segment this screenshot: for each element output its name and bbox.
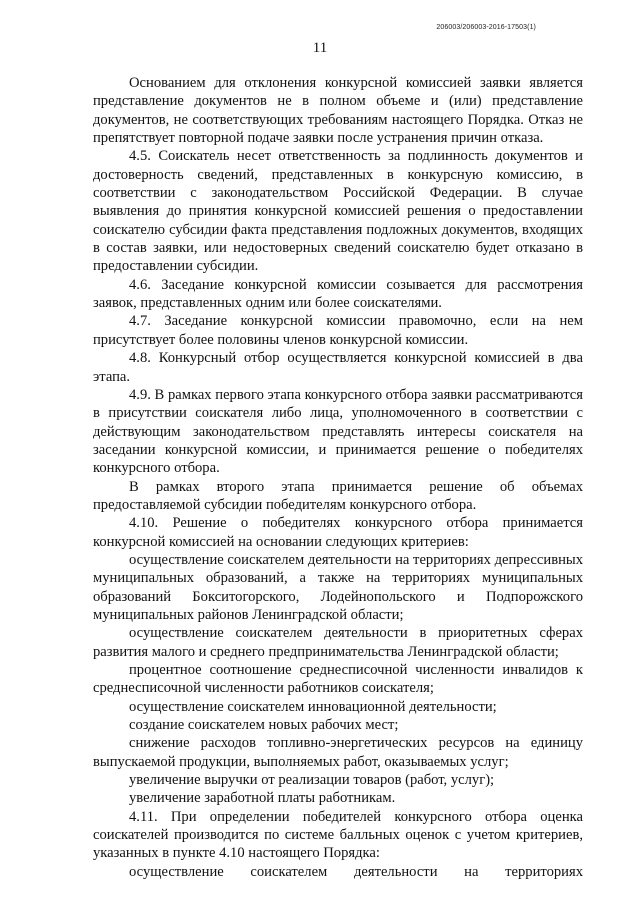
paragraph-4-6: 4.6. Заседание конкурсной комиссии созывается для рассмотрения заявок, представленных одним или более соискателями. [93, 276, 583, 312]
criterion-energy-savings: снижение расходов топливно-энергетических ресурсов на единицу выпускаемой продукции, выполняемых работ, оказываемых услуг; [93, 735, 583, 770]
paragraph-4-5: 4.5. Соискатель несет ответственность за подлинность документов и достоверность сведений, представленных в конкурсную комиссию, в соответствии с законодательством Российской Федерации. В случае выявления до принятия конкурсной комиссией решения о предоставлении соискателю субсидии факта представления подложных документов, входящих в состав заявки, или недостоверных сведений соискателю будет отказано в предоставлении субсидии. [93, 148, 583, 275]
paragraph-4-7: 4.7. Заседание конкурсной комиссии правомочно, если на нем присутствует более половины членов конкурсной комиссии. [93, 313, 583, 348]
page-number: 11 [312, 40, 328, 56]
paragraph-4-8: 4.8. Конкурсный отбор осуществляется конкурсной комиссией в два этапа. [93, 350, 583, 385]
paragraph-continuation: осуществление соискателем деятельности на территориях [129, 863, 583, 880]
document-id: 206003/206003-2016-17503(1) [436, 24, 536, 31]
paragraph-4-10: 4.10. Решение о победителях конкурсного отбора принимается конкурсной комиссией на основании следующих критериев: [93, 515, 583, 550]
criterion-wage-growth: увеличение заработной платы работникам. [129, 790, 396, 807]
criterion-depressed-territories: осуществление соискателем деятельности на территориях депрессивных муниципальных образований, а также на территориях муниципальных образований Бокситогорского, Лодейнопольского и Подпорожского муниципальных районов Ленинградской области; [93, 551, 583, 623]
document-body [93, 74, 583, 881]
criterion-disabled-ratio: процентное соотношение среднесписочной численности инвалидов к среднесписочной численности работников соискателя; [93, 662, 583, 697]
criterion-priority-spheres: осуществление соискателем деятельности в приоритетных сферах развития малого и среднего предпринимательства Ленинградской области; [93, 625, 583, 660]
paragraph-second-stage: В рамках второго этапа принимается решение об объемах предоставляемой субсидии победителям конкурсного отбора. [93, 478, 583, 513]
paragraph-4-11: 4.11. При определении победителей конкурсного отбора оценка соискателей производится по системе балльных оценок с учетом критериев, указанных в пункте 4.10 настоящего Порядка: [93, 808, 583, 862]
criterion-innovation: осуществление соискателем инновационной деятельности; [129, 698, 497, 715]
paragraph-4-9: 4.9. В рамках первого этапа конкурсного отбора заявки рассматриваются в присутствии соискателя либо лица, уполномоченного в соответствии с действующим законодательством представлять интересы соискателя на заседании конкурсной комиссии, и принимается решение о победителях конкурсного отбора. [93, 386, 583, 477]
criterion-new-jobs: создание соискателем новых рабочих мест; [129, 717, 399, 734]
criterion-revenue-growth: увеличение выручки от реализации товаров (работ, услуг); [129, 772, 495, 789]
paragraph-rejection-grounds: Основанием для отклонения конкурсной комиссией заявки является представление документов не в полном объеме и (или) представление документов, не соответствующих требованиям настоящего Порядка. Отказ не препятствует повторной подаче заявки после устранения причин отказа. [93, 75, 583, 147]
